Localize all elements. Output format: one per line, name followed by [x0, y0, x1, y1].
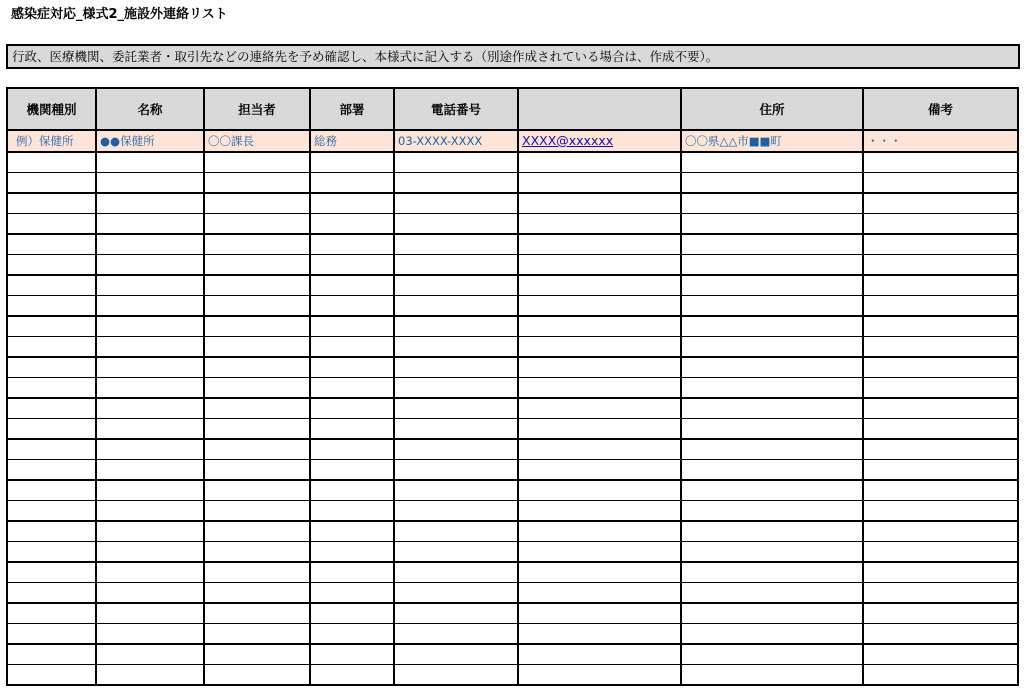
cell-email[interactable]	[518, 214, 681, 235]
cell-organization-type[interactable]	[7, 296, 96, 317]
table-row	[7, 234, 1018, 255]
cell-department[interactable]	[310, 501, 394, 522]
cell-person-in-charge[interactable]	[204, 419, 310, 440]
cell-name[interactable]	[96, 214, 204, 235]
cell-name[interactable]	[96, 439, 204, 460]
cell-address[interactable]	[681, 480, 863, 501]
cell-address[interactable]	[681, 255, 863, 276]
cell-person-in-charge[interactable]	[204, 214, 310, 235]
cell-email[interactable]	[518, 275, 681, 296]
cell-email[interactable]	[518, 480, 681, 501]
example-row	[7, 130, 1018, 152]
cell-name[interactable]	[96, 152, 204, 173]
cell-department[interactable]	[310, 234, 394, 255]
cell-email[interactable]	[518, 583, 681, 604]
table-row	[7, 296, 1018, 317]
cell-phone[interactable]	[394, 644, 518, 665]
cell-name[interactable]	[96, 378, 204, 399]
cell-department[interactable]	[310, 583, 394, 604]
cell-address[interactable]	[681, 296, 863, 317]
cell-department[interactable]	[310, 644, 394, 665]
cell-department[interactable]	[310, 255, 394, 276]
table-row	[7, 644, 1018, 665]
table-row	[7, 521, 1018, 542]
cell-name[interactable]	[96, 419, 204, 440]
cell-organization-type[interactable]	[7, 234, 96, 255]
cell-person-in-charge[interactable]	[204, 501, 310, 522]
cell-address[interactable]	[681, 603, 863, 624]
cell-address[interactable]	[681, 398, 863, 419]
cell-organization-type[interactable]	[7, 480, 96, 501]
cell-person-in-charge[interactable]	[204, 337, 310, 358]
example-phone[interactable]: 03-XXXX-XXXX	[394, 130, 518, 152]
cell-remarks[interactable]	[863, 173, 1018, 194]
cell-department[interactable]	[310, 316, 394, 337]
cell-person-in-charge[interactable]	[204, 603, 310, 624]
cell-phone[interactable]	[394, 398, 518, 419]
cell-department[interactable]	[310, 357, 394, 378]
cell-name[interactable]	[96, 296, 204, 317]
cell-person-in-charge[interactable]	[204, 173, 310, 194]
cell-email[interactable]	[518, 562, 681, 583]
cell-department[interactable]	[310, 562, 394, 583]
table-row	[7, 501, 1018, 522]
contact-list-table	[6, 87, 1019, 686]
cell-phone[interactable]	[394, 173, 518, 194]
cell-phone[interactable]	[394, 275, 518, 296]
cell-name[interactable]	[96, 480, 204, 501]
cell-department[interactable]	[310, 378, 394, 399]
cell-remarks[interactable]	[863, 337, 1018, 358]
header-organization-type: 機関種別	[7, 88, 96, 130]
cell-address[interactable]	[681, 193, 863, 214]
cell-phone[interactable]	[394, 460, 518, 481]
cell-remarks[interactable]	[863, 214, 1018, 235]
cell-person-in-charge[interactable]	[204, 439, 310, 460]
cell-remarks[interactable]	[863, 521, 1018, 542]
cell-organization-type[interactable]	[7, 173, 96, 194]
cell-remarks[interactable]	[863, 624, 1018, 645]
cell-name[interactable]	[96, 644, 204, 665]
example-email-link[interactable]: XXXX@xxxxxx	[522, 133, 614, 148]
cell-department[interactable]	[310, 542, 394, 563]
table-row	[7, 193, 1018, 214]
cell-name[interactable]	[96, 603, 204, 624]
table-row	[7, 439, 1018, 460]
cell-phone[interactable]	[394, 521, 518, 542]
header-remarks: 備考	[863, 88, 1018, 130]
cell-phone[interactable]	[394, 542, 518, 563]
cell-phone[interactable]	[394, 193, 518, 214]
cell-address[interactable]	[681, 665, 863, 686]
cell-department[interactable]	[310, 296, 394, 317]
cell-name[interactable]	[96, 583, 204, 604]
cell-remarks[interactable]	[863, 603, 1018, 624]
cell-organization-type[interactable]	[7, 337, 96, 358]
cell-address[interactable]	[681, 624, 863, 645]
cell-name[interactable]	[96, 624, 204, 645]
cell-remarks[interactable]	[863, 193, 1018, 214]
cell-phone[interactable]	[394, 296, 518, 317]
cell-organization-type[interactable]	[7, 275, 96, 296]
cell-remarks[interactable]	[863, 542, 1018, 563]
cell-phone[interactable]	[394, 337, 518, 358]
table-row	[7, 214, 1018, 235]
cell-name[interactable]	[96, 337, 204, 358]
example-email-cell[interactable]	[518, 130, 681, 152]
cell-address[interactable]	[681, 419, 863, 440]
cell-phone[interactable]	[394, 357, 518, 378]
cell-name[interactable]	[96, 398, 204, 419]
cell-name[interactable]	[96, 234, 204, 255]
cell-remarks[interactable]	[863, 152, 1018, 173]
cell-address[interactable]	[681, 583, 863, 604]
cell-organization-type[interactable]	[7, 624, 96, 645]
cell-address[interactable]	[681, 460, 863, 481]
cell-department[interactable]	[310, 439, 394, 460]
cell-email[interactable]	[518, 398, 681, 419]
cell-organization-type[interactable]	[7, 665, 96, 686]
cell-remarks[interactable]	[863, 480, 1018, 501]
cell-name[interactable]	[96, 562, 204, 583]
cell-email[interactable]	[518, 316, 681, 337]
cell-department[interactable]	[310, 521, 394, 542]
cell-organization-type[interactable]	[7, 378, 96, 399]
instruction-box: 行政、医療機関、委託業者・取引先などの連絡先を予め確認し、本様式に記入する（別途作成されている場合は、作成不要）。	[6, 44, 1020, 69]
table-row	[7, 316, 1018, 337]
cell-person-in-charge[interactable]	[204, 398, 310, 419]
cell-phone[interactable]	[394, 234, 518, 255]
cell-email[interactable]	[518, 173, 681, 194]
cell-phone[interactable]	[394, 562, 518, 583]
cell-email[interactable]	[518, 603, 681, 624]
header-email	[518, 88, 681, 130]
table-row	[7, 337, 1018, 358]
table-row	[7, 542, 1018, 563]
cell-organization-type[interactable]	[7, 583, 96, 604]
table-row	[7, 275, 1018, 296]
cell-person-in-charge[interactable]	[204, 296, 310, 317]
cell-phone[interactable]	[394, 624, 518, 645]
cell-name[interactable]	[96, 316, 204, 337]
cell-remarks[interactable]	[863, 275, 1018, 296]
cell-department[interactable]	[310, 337, 394, 358]
cell-address[interactable]	[681, 316, 863, 337]
cell-address[interactable]	[681, 501, 863, 522]
cell-phone[interactable]	[394, 152, 518, 173]
cell-email[interactable]	[518, 460, 681, 481]
cell-email[interactable]	[518, 542, 681, 563]
example-name[interactable]: ●●保健所	[96, 130, 204, 152]
cell-name[interactable]	[96, 460, 204, 481]
cell-address[interactable]	[681, 234, 863, 255]
table-row	[7, 173, 1018, 194]
cell-address[interactable]	[681, 521, 863, 542]
cell-organization-type[interactable]	[7, 398, 96, 419]
cell-address[interactable]	[681, 439, 863, 460]
cell-organization-type[interactable]	[7, 214, 96, 235]
cell-phone[interactable]	[394, 439, 518, 460]
cell-remarks[interactable]	[863, 316, 1018, 337]
cell-address[interactable]	[681, 173, 863, 194]
cell-department[interactable]	[310, 398, 394, 419]
table-row	[7, 378, 1018, 399]
cell-department[interactable]	[310, 419, 394, 440]
cell-email[interactable]	[518, 255, 681, 276]
cell-organization-type[interactable]	[7, 542, 96, 563]
header-person-in-charge: 担当者	[204, 88, 310, 130]
example-person-in-charge[interactable]: 〇〇課長	[204, 130, 310, 152]
cell-email[interactable]	[518, 521, 681, 542]
cell-organization-type[interactable]	[7, 644, 96, 665]
cell-department[interactable]	[310, 460, 394, 481]
cell-name[interactable]	[96, 255, 204, 276]
cell-organization-type[interactable]	[7, 460, 96, 481]
cell-phone[interactable]	[394, 316, 518, 337]
cell-email[interactable]	[518, 644, 681, 665]
cell-email[interactable]	[518, 624, 681, 645]
cell-person-in-charge[interactable]	[204, 152, 310, 173]
cell-remarks[interactable]	[863, 644, 1018, 665]
cell-name[interactable]	[96, 173, 204, 194]
cell-email[interactable]	[518, 193, 681, 214]
cell-address[interactable]	[681, 562, 863, 583]
cell-remarks[interactable]	[863, 562, 1018, 583]
header-name: 名称	[96, 88, 204, 130]
cell-remarks[interactable]	[863, 501, 1018, 522]
cell-phone[interactable]	[394, 255, 518, 276]
cell-remarks[interactable]	[863, 460, 1018, 481]
cell-name[interactable]	[96, 521, 204, 542]
cell-email[interactable]	[518, 665, 681, 686]
cell-name[interactable]	[96, 665, 204, 686]
table-row	[7, 152, 1018, 173]
cell-person-in-charge[interactable]	[204, 460, 310, 481]
cell-phone[interactable]	[394, 419, 518, 440]
cell-address[interactable]	[681, 275, 863, 296]
table-row	[7, 583, 1018, 604]
cell-person-in-charge[interactable]	[204, 644, 310, 665]
cell-address[interactable]	[681, 378, 863, 399]
cell-address[interactable]	[681, 644, 863, 665]
cell-department[interactable]	[310, 193, 394, 214]
cell-phone[interactable]	[394, 214, 518, 235]
cell-organization-type[interactable]	[7, 255, 96, 276]
table-row	[7, 357, 1018, 378]
cell-email[interactable]	[518, 378, 681, 399]
table-row	[7, 624, 1018, 645]
cell-organization-type[interactable]	[7, 603, 96, 624]
table-row	[7, 398, 1018, 419]
example-remarks[interactable]: ・・・	[863, 130, 1018, 152]
cell-address[interactable]	[681, 357, 863, 378]
cell-email[interactable]	[518, 439, 681, 460]
cell-name[interactable]	[96, 193, 204, 214]
cell-phone[interactable]	[394, 583, 518, 604]
cell-email[interactable]	[518, 357, 681, 378]
table-row	[7, 480, 1018, 501]
cell-department[interactable]	[310, 275, 394, 296]
document-title: 感染症対応_様式2_施設外連絡リスト	[11, 7, 228, 22]
cell-organization-type[interactable]	[7, 419, 96, 440]
cell-remarks[interactable]	[863, 665, 1018, 686]
cell-person-in-charge[interactable]	[204, 255, 310, 276]
table-row	[7, 665, 1018, 686]
header-phone: 電話番号	[394, 88, 518, 130]
cell-person-in-charge[interactable]	[204, 234, 310, 255]
cell-person-in-charge[interactable]	[204, 480, 310, 501]
cell-person-in-charge[interactable]	[204, 275, 310, 296]
table-row	[7, 562, 1018, 583]
cell-remarks[interactable]	[863, 255, 1018, 276]
cell-remarks[interactable]	[863, 439, 1018, 460]
cell-department[interactable]	[310, 665, 394, 686]
cell-email[interactable]	[518, 501, 681, 522]
cell-remarks[interactable]	[863, 234, 1018, 255]
cell-phone[interactable]	[394, 501, 518, 522]
cell-organization-type[interactable]	[7, 439, 96, 460]
cell-person-in-charge[interactable]	[204, 357, 310, 378]
cell-remarks[interactable]	[863, 378, 1018, 399]
header-department: 部署	[310, 88, 394, 130]
cell-address[interactable]	[681, 337, 863, 358]
cell-department[interactable]	[310, 152, 394, 173]
cell-department[interactable]	[310, 480, 394, 501]
cell-organization-type[interactable]	[7, 521, 96, 542]
cell-email[interactable]	[518, 419, 681, 440]
cell-remarks[interactable]	[863, 296, 1018, 317]
cell-address[interactable]	[681, 214, 863, 235]
cell-person-in-charge[interactable]	[204, 193, 310, 214]
header-address: 住所	[681, 88, 863, 130]
cell-phone[interactable]	[394, 603, 518, 624]
cell-organization-type[interactable]	[7, 501, 96, 522]
cell-remarks[interactable]	[863, 357, 1018, 378]
cell-remarks[interactable]	[863, 398, 1018, 419]
cell-remarks[interactable]	[863, 419, 1018, 440]
cell-organization-type[interactable]	[7, 316, 96, 337]
cell-address[interactable]	[681, 542, 863, 563]
cell-department[interactable]	[310, 624, 394, 645]
cell-department[interactable]	[310, 603, 394, 624]
cell-email[interactable]	[518, 234, 681, 255]
cell-person-in-charge[interactable]	[204, 562, 310, 583]
cell-remarks[interactable]	[863, 583, 1018, 604]
table-row	[7, 255, 1018, 276]
cell-department[interactable]	[310, 173, 394, 194]
cell-phone[interactable]	[394, 665, 518, 686]
cell-address[interactable]	[681, 152, 863, 173]
cell-person-in-charge[interactable]	[204, 583, 310, 604]
cell-person-in-charge[interactable]	[204, 665, 310, 686]
cell-organization-type[interactable]	[7, 357, 96, 378]
cell-person-in-charge[interactable]	[204, 316, 310, 337]
cell-name[interactable]	[96, 501, 204, 522]
table-row	[7, 419, 1018, 440]
header-row	[7, 88, 1018, 130]
example-address[interactable]: 〇〇県△△市■■町	[681, 130, 863, 152]
cell-name[interactable]	[96, 357, 204, 378]
cell-organization-type[interactable]	[7, 562, 96, 583]
cell-phone[interactable]	[394, 480, 518, 501]
cell-email[interactable]	[518, 152, 681, 173]
cell-department[interactable]	[310, 214, 394, 235]
cell-name[interactable]	[96, 542, 204, 563]
table-row	[7, 603, 1018, 624]
cell-email[interactable]	[518, 296, 681, 317]
cell-person-in-charge[interactable]	[204, 624, 310, 645]
cell-organization-type[interactable]	[7, 193, 96, 214]
example-department[interactable]: 総務	[310, 130, 394, 152]
cell-phone[interactable]	[394, 378, 518, 399]
cell-email[interactable]	[518, 337, 681, 358]
cell-name[interactable]	[96, 275, 204, 296]
cell-person-in-charge[interactable]	[204, 378, 310, 399]
example-organization-type[interactable]: 例）保健所	[7, 130, 96, 152]
cell-person-in-charge[interactable]	[204, 542, 310, 563]
cell-organization-type[interactable]	[7, 152, 96, 173]
table-row	[7, 460, 1018, 481]
cell-person-in-charge[interactable]	[204, 521, 310, 542]
